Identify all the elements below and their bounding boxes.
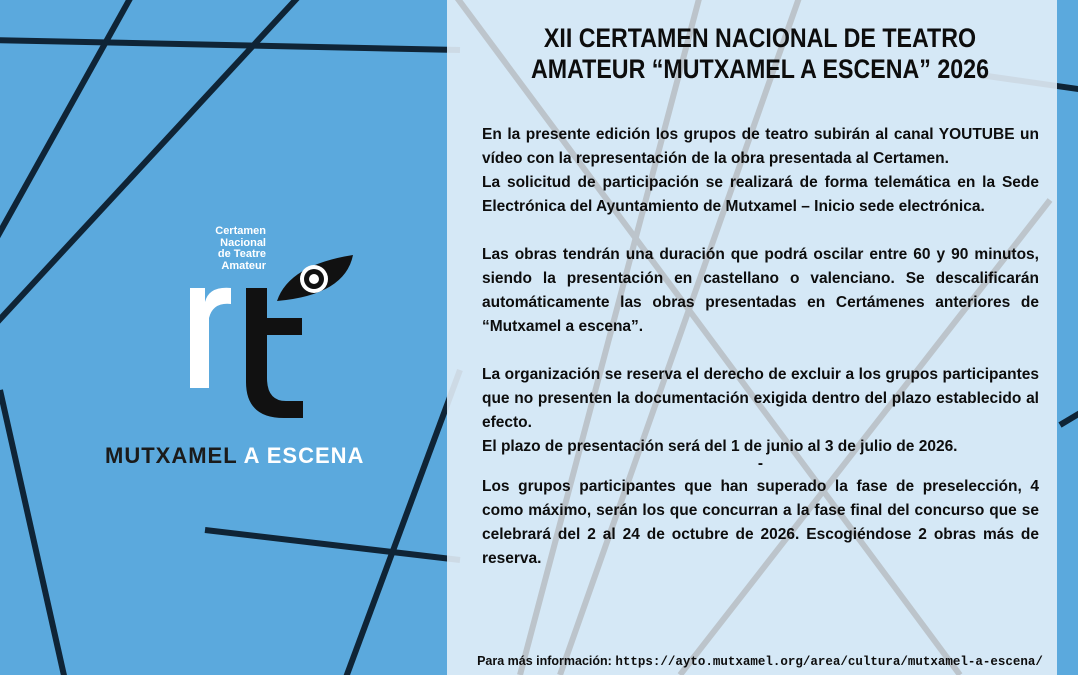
- page-title: [511, 23, 1010, 85]
- logo-line-1: Certamen: [215, 225, 266, 237]
- footer-label: Para más información:: [477, 654, 612, 668]
- separator-dash: -: [757, 455, 764, 472]
- title-line-1: XII CERTAMEN NACIONAL DE TEATRO: [543, 23, 977, 53]
- footer-link[interactable]: https://ayto.mutxamel.org/area/cultura/mutxamel-a-escena/: [615, 655, 1043, 669]
- paragraph-organizacion: La organización se reserva el derecho de excluir a los grupos participantes que no presenten la documentación exigida dentro del plazo establecido al efecto.: [482, 366, 1039, 431]
- logo-rt-eye-icon: [185, 250, 360, 425]
- wordmark-dark: MUTXAMEL: [105, 443, 238, 468]
- body-text: [482, 123, 1039, 571]
- spacer: [482, 339, 1039, 363]
- spacer: [482, 219, 1039, 243]
- logo-line-4: Amateur: [221, 259, 266, 272]
- paragraph-preseleccion: Los grupos participantes que han superado la fase de preselección, 4 como máximo, serán los que concurran a la fase final del concurso que se celebrará del 2 al 24 de octubre de 2026. Escogiéndose 2 obras más de reserva.: [482, 478, 1039, 567]
- paragraph-plazo: El plazo de presentación será del 1 de junio al 3 de julio de 2026.: [482, 438, 958, 455]
- title-line-2: AMATEUR “MUTXAMEL A ESCENA” 2026: [530, 54, 990, 84]
- paragraph-duracion: Las obras tendrán una duración que podrá oscilar entre 60 y 90 minutos, siendo la presentación en castellano o valenciano. Se descalificarán automáticamente las obras presentadas en Certámenes anteriores de “Mutxamel a escena”.: [482, 246, 1039, 335]
- logo-line-3: de Teatre: [217, 248, 266, 260]
- footer-info: [447, 654, 1073, 669]
- paragraph-youtube: En la presente edición los grupos de teatro subirán al canal YOUTUBE un vídeo con la representación de la obra presentada al Certamen.: [482, 126, 1039, 167]
- wordmark-light: A ESCENA: [243, 443, 365, 468]
- paragraph-solicitud: La solicitud de participación se realizará de forma telemática en la Sede Electrónica del Ayuntamiento de Mutxamel – Inicio sede electrónica.: [482, 174, 1039, 215]
- logo-wordmark: [105, 443, 364, 469]
- logo-line-2: Nacional: [220, 236, 266, 249]
